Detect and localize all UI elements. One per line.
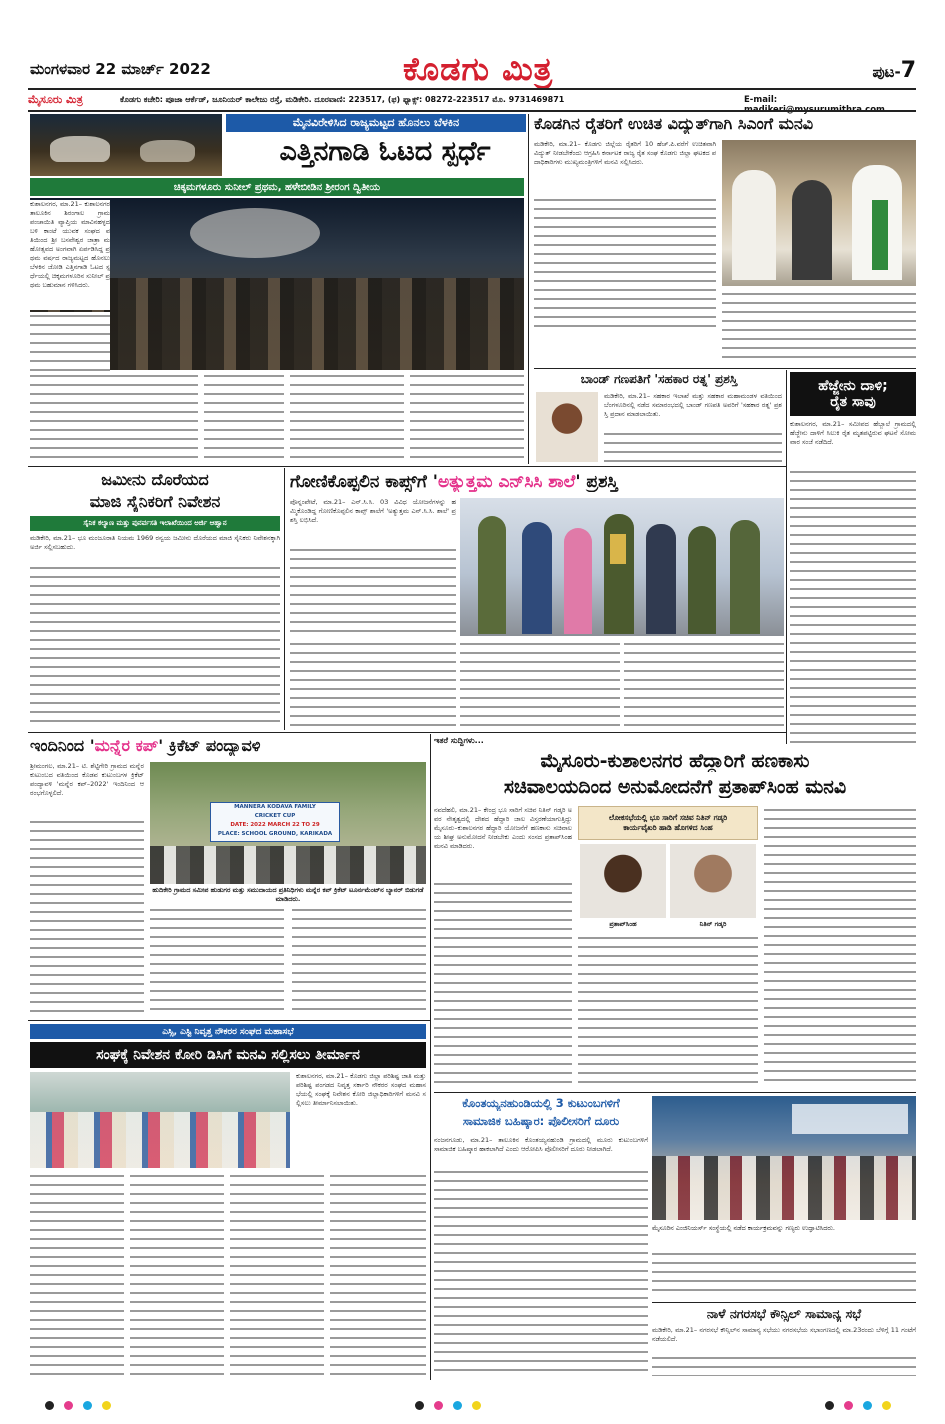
bee-attack-headline-1: ಹೆಜ್ಜೇನು ದಾಳಿ; bbox=[818, 378, 888, 394]
banner-line-4: PLACE: SCHOOL GROUND, KARIKADA bbox=[217, 831, 333, 837]
masthead bbox=[28, 52, 916, 88]
masthead-rule-bottom bbox=[28, 110, 916, 112]
bullock-race-col4 bbox=[290, 372, 404, 462]
bullock-race-col5 bbox=[410, 372, 524, 462]
newspaper-title: ಕೊಡಗು ಮಿತ್ರ bbox=[402, 50, 553, 88]
bee-attack-lead: ಕುಶಾಲನಗರ, ಮಾ.21– ಸಮೀಪದ ಹೆಬ್ಬಾಲೆ ಗ್ರಾಮದಲ್ಲಿ ಹೆಜ್ಜೇನು ದಾಳಿಗೆ ಸಿಲುಕಿ ರೈತ ಮೃತಪಟ್ಟಿರುವ ಘಟನೆ ಸೋಮವಾರ ಸಂಜೆ ನಡೆದಿದೆ. bbox=[790, 420, 916, 446]
boycott-lead: ನಂಜನಗೂಡು, ಮಾ.21– ತಾಲೂಕಿನ ಕೊಂತಯ್ಯನಹುಂಡಿ ಗ್ರಾಮದಲ್ಲಿ ಮೂರು ಕುಟುಂಬಗಳಿಗೆ ಸಾಮಾಜಿಕ ಬಹಿಷ್ಕಾರ ಹಾಕಲಾಗಿದೆ ಎಂದು ಆರೋಪಿಸಿ ಪೊಲೀಸರಿಗೆ ದೂರು ನೀಡಲಾಗಿದೆ. bbox=[434, 1136, 648, 1153]
divider-h-right-1 bbox=[534, 368, 916, 369]
issue-date: ಮಂಗಳವಾರ 22 ಮಾರ್ಚ್ 2022 bbox=[30, 60, 211, 78]
page-number: 7 bbox=[900, 58, 916, 83]
cricket-col3 bbox=[292, 906, 426, 1016]
other-news-kicker: ಇತರೆ ಸುದ್ದಿಗಳು... bbox=[434, 736, 484, 745]
highway-lead: ನವದೆಹಲಿ, ಮಾ.21– ಕೇಂದ್ರ ಭೂ ಸಾರಿಗೆ ಸಚಿವ ನಿತಿನ್ ಗಡ್ಕರಿ ಅವರ ನೇತೃತ್ವದಲ್ಲಿ ದೇಶದ ಹೆದ್ದಾರಿ ಜಾಲ ವಿಸ್ತರಣೆಯಾಗುತ್ತಿದ್ದು ಮೈಸೂರು–ಕುಶಾಲನಗರ ಹೆದ್ದಾರಿ ಯೋಜನೆಗೆ ಹಣಕಾಸು ಸಚಿವಾಲಯ ಶೀಘ್ರ ಅನುಮೋದನೆ ನೀಡಬೇಕು ಎಂದು ಸಂಸದ ಪ್ರತಾಪ್‌ಸಿಂಹ ಮನವಿ ಮಾಡಿದರು. bbox=[434, 806, 572, 850]
cm-petition-photo bbox=[722, 140, 916, 286]
bullock-race-col2 bbox=[30, 372, 198, 462]
bee-attack-col1 bbox=[790, 468, 916, 744]
banner-line-3: DATE: 2022 MARCH 22 TO 29 bbox=[230, 822, 320, 828]
highway-col3 bbox=[764, 806, 916, 1088]
nitin-gadkari-label: ನಿತಿನ್ ಗಡ್ಕರಿ bbox=[699, 920, 727, 928]
ncc-award-headline bbox=[290, 472, 784, 492]
ncc-award-col4 bbox=[624, 640, 784, 730]
bee-attack-headline-2: ರೈತ ಸಾವು bbox=[830, 394, 876, 410]
cricket-col2 bbox=[150, 906, 284, 1016]
highway-headline-1: ಮೈಸೂರು-ಕುಶಾಲನಗರ ಹೆದ್ದಾರಿಗೆ ಹಣಕಾಸು bbox=[540, 750, 810, 772]
headline-highlight: ಮನ್ನೆರ ಕಪ್ bbox=[94, 736, 159, 755]
boycott-col1 bbox=[434, 1168, 648, 1378]
ncc-award-col1 bbox=[290, 546, 456, 636]
pratap-simha-label: ಪ್ರತಾಪ್‌ಸಿಂಹ bbox=[609, 920, 637, 928]
highway-subhead-1: ಲೋಕಸಭೆಯಲ್ಲಿ ಭೂ ಸಾರಿಗೆ ಸಚಿವ ನಿತಿನ್ ಗಡ್ಕರಿ bbox=[608, 813, 728, 822]
divider-h-2 bbox=[28, 732, 786, 733]
sahakara-ratna-col1 bbox=[604, 430, 782, 464]
bullock-race-kicker: ಮೈನವಿರೇಳಿಸಿದ ರಾಜ್ಯಮಟ್ಟದ ಹೊನಲು ಬೆಳಕಿನ bbox=[226, 114, 526, 132]
boycott-headline-1: ಕೊಂತಯ್ಯನಹುಂಡಿಯಲ್ಲಿ 3 ಕುಟುಂಬಗಳಿಗೆ bbox=[462, 1096, 620, 1110]
sahakara-ratna-lead: ಮಡಿಕೇರಿ, ಮಾ.21– ಸಹಕಾರ ಇಲಾಖೆ ಮತ್ತು ಸಹಕಾರ ಮಹಾಮಂಡಳ ವತಿಯಿಂದ ಬೆಂಗಳೂರಿನಲ್ಲಿ ನಡೆದ ಸಮಾರಂಭದಲ್ಲಿ ಬಾಂಡ್ ಗಣಪತಿ ಅವರಿಗೆ 'ಸಹಕಾರ ರತ್ನ' ಪ್ರಶಸ್ತಿ ಪ್ರದಾನ ಮಾಡಲಾಯಿತು. bbox=[604, 392, 782, 418]
scst-meeting-photo bbox=[30, 1072, 290, 1168]
event-caption: ಮೈಸೂರಿನ ಎಂಜಿನಿಯರ್ಸ್ ಸಂಸ್ಥೆಯಲ್ಲಿ ನಡೆದ ಕಾರ್ಯಕ್ರಮವನ್ನು ಗಣ್ಯರು ಉದ್ಘಾಟಿಸಿದರು. bbox=[652, 1224, 835, 1232]
page-number-box bbox=[828, 58, 916, 83]
highway-subhead-2: ಕಾರ್ಯವೈಖರಿ ಹಾಡಿ ಹೊಗಳಿದ ಸಿಂಹ bbox=[623, 823, 713, 832]
land-plea-subhead: ಸೈನಿಕ ಕಲ್ಯಾಣ ಮತ್ತು ಪುನರ್ವಸತಿ ಇಲಾಖೆಯಿಂದ ಅರ್ಜಿ ಆಹ್ವಾನ bbox=[30, 516, 280, 531]
power-demand-col2 bbox=[722, 290, 916, 362]
boycott-headline-2: ಸಾಮಾಜಿಕ ಬಹಿಷ್ಕಾರ: ಪೊಲೀಸರಿಗೆ ದೂರು bbox=[462, 1114, 620, 1128]
council-lead: ಮಡಿಕೇರಿ, ಮಾ.21– ನಗರಸಭೆ ಕೌನ್ಸಿಲ್‌ನ ಸಾಮಾನ್ಯ ಸಭೆಯು ನಗರಸಭೆಯ ಸಭಾಂಗಣದಲ್ಲಿ ಮಾ.23ರಂದು ಬೆಳಿಗ್ಗೆ 11 ಗಂಟೆಗೆ ನಡೆಯಲಿದೆ. bbox=[652, 1326, 916, 1343]
power-demand-col1 bbox=[534, 196, 716, 330]
bond-ganapathi-portrait bbox=[536, 392, 598, 462]
address-bar bbox=[28, 91, 916, 109]
event-photo bbox=[652, 1096, 916, 1220]
divider-h-4 bbox=[434, 1092, 916, 1093]
boycott-col2 bbox=[652, 1250, 916, 1298]
sahakara-ratna-headline: ಬಾಂಡ್ ಗಣಪತಿಗೆ 'ಸಹಕಾರ ರತ್ನ' ಪ್ರಶಸ್ತಿ bbox=[580, 372, 738, 386]
power-demand-headline: ಕೊಡಗಿನ ರೈತರಿಗೆ ಉಚಿತ ವಿದ್ಯುತ್‌ಗಾಗಿ ಸಿಎಂಗೆ ಮನವಿ bbox=[534, 114, 814, 133]
divider-h-5 bbox=[652, 1302, 916, 1303]
sub-brand: ಮೈಸೂರು ಮಿತ್ರ bbox=[28, 93, 83, 106]
scst-lead: ಕುಶಾಲನಗರ, ಮಾ.21– ಕೊಡಗು ಜಿಲ್ಲಾ ಪರಿಶಿಷ್ಟ ಜಾತಿ ಮತ್ತು ಪರಿಶಿಷ್ಟ ಪಂಗಡದ ನಿವೃತ್ತ ಸರ್ಕಾರಿ ನೌಕರರ ಸಂಘದ ಮಹಾಸಭೆಯಲ್ಲಿ ಸಂಘಕ್ಕೆ ನಿವೇಶನ ಕೋರಿ ಜಿಲ್ಲಾಧಿಕಾರಿಗಳಿಗೆ ಮನವಿ ಸಲ್ಲಿಸಲು ತೀರ್ಮಾನಿಸಲಾಯಿತು. bbox=[296, 1072, 426, 1107]
masthead-rule-top bbox=[28, 88, 916, 90]
registration-marks-right bbox=[820, 1395, 896, 1414]
registration-marks-center bbox=[410, 1395, 486, 1414]
office-address: ಕೊಡಗು ಕಚೇರಿ: ಪೂಜಾ ಆರ್ಕೆಡ್, ಜೂನಿಯರ್ ಕಾಲೇಜು ರಸ್ತೆ, ಮಡಿಕೇರಿ. ದೂರವಾಣಿ: 223517, (ಫ) ಫ್ಯಾಕ್ಸ್: 08272-223517 ಮೊ. 9731469871 bbox=[120, 95, 565, 104]
bullock-race-headline: ಎತ್ತಿನಗಾಡಿ ಓಟದ ಸ್ಪರ್ಧೆ bbox=[279, 136, 491, 167]
divider-v-lower bbox=[430, 734, 431, 1380]
divider-v-top bbox=[528, 114, 529, 464]
bee-attack-headline-box bbox=[790, 372, 916, 416]
council-col1 bbox=[652, 1354, 916, 1376]
highway-headline-2: ಸಚಿವಾಲಯದಿಂದ ಅನುಮೋದನೆಗೆ ಪ್ರತಾಪ್‌ಸಿಂಹ ಮನವಿ bbox=[503, 776, 847, 798]
bullock-race-lead: ಕುಶಾಲನಗರ, ಮಾ.21– ಕುಶಾಲನಗರ ತಾಲೂಕಿನ ಶಿರಂಗಾಲ ಗ್ರಾಮ ಪಂಚಾಯಿತಿ ವ್ಯಾಪ್ತಿಯ ಮಾವಿನಹಳ್ಳದ ಬಳಿ ಕಾಂಟೆ ಯುವಕ ಸಂಘದ ವತಿಯಿಂದ ಶ್ರೀ ಬಸವೇಶ್ವರ ಜಾತ್ರಾ ಮಹೋತ್ಸವದ ಅಂಗವಾಗಿ ಏರ್ಪಡಿಸಿದ್ದ ಪ್ರಥಮ ವರ್ಷದ ರಾಜ್ಯಮಟ್ಟದ ಹೊನಲು ಬೆಳಕಿನ ಜೋಡಿ ಎತ್ತಿನಗಾಡಿ ಓಟದ ಸ್ಪರ್ಧೆಯಲ್ಲಿ ಚಿಕ್ಕಮಗಳೂರಿನ ಸುನೀಲ್ ಪ್ರಥಮ ಬಹುಮಾನ ಗಳಿಸಿದರು. bbox=[30, 200, 110, 310]
power-demand-lead: ಮಡಿಕೇರಿ, ಮಾ.21– ಕೊಡಗು ಜಿಲ್ಲೆಯ ರೈತರಿಗೆ 10 ಹೆಚ್.ಪಿ.ವರೆಗೆ ಉಚಿತವಾಗಿ ವಿದ್ಯುತ್ ನೀಡಬೇಕೆಂದು ಆಗ್ರಹಿಸಿ ಕರ್ನಾಟಕ ರಾಜ್ಯ ರೈತ ಸಂಘ ಕೊಡಗು ಜಿಲ್ಲಾ ಘಟಕದ ಪದಾಧಿಕಾರಿಗಳು ಮುಖ್ಯಮಂತ್ರಿಗಳಿಗೆ ಮನವಿ ಸಲ್ಲಿಸಿದರು. bbox=[534, 140, 716, 166]
cricket-headline: ಇಂದಿನಿಂದ 'ಮನ್ನೆರ ಕಪ್' ಕ್ರಿಕೆಟ್ ಪಂದ್ಯಾವಳಿ bbox=[30, 736, 261, 755]
scst-col3 bbox=[230, 1172, 324, 1376]
ncc-award-headline-text: ಗೋಣಿಕೊಪ್ಪಲಿನ ಕಾಪ್ಸ್‌ಗೆ 'ಅತ್ಯುತ್ತಮ ಎನ್‌ಸಿಸಿ ಶಾಲೆ' ಪ್ರಶಸ್ತಿ bbox=[290, 472, 618, 492]
highway-col1 bbox=[434, 880, 572, 1088]
divider-v-mid bbox=[284, 468, 285, 730]
bullock-race-subhead: ಚಿಕ್ಕಮಗಳೂರು ಸುನೀಲ್ ಪ್ರಥಮ, ಹಳೇಬೀಡಿನ ಶ್ರೀರಂಗ ದ್ವಿತೀಯ bbox=[30, 178, 524, 196]
cricket-caption: ಹುದಿಕೇರಿ ಗ್ರಾಮದ ಸಮೀಪ ಹುಡುಗರ ಮತ್ತು ಸಮುದಾಯದ ಪ್ರತಿನಿಧಿಗಳು ಮನ್ನೆರ ಕಪ್ ಕ್ರಿಕೆಟ್ ಟೂರ್ನಮೆಂಟ್‌ನ ಬ್ಯಾನರ್ ಬಿಡುಗಡೆ ಮಾಡಿದರು. bbox=[152, 886, 424, 903]
email: E-mail: bbox=[744, 95, 778, 105]
scst-col2 bbox=[130, 1172, 224, 1376]
registration-marks-left bbox=[40, 1395, 116, 1414]
banner-line-2: CRICKET CUP bbox=[254, 813, 296, 819]
cricket-lead: ಶ್ರೀಮಂಗಲ, ಮಾ.21– ಟಿ. ಶೆಟ್ಟಿಗೇರಿ ಗ್ರಾಮದ ಮನ್ನೆರ ಕುಟುಂಬದ ವತಿಯಿಂದ ಕೊಡವ ಕುಟುಂಬಗಳ ಕ್ರಿಕೆಟ್ ಪಂದ್ಯಾವಳಿ 'ಮನ್ನೆರ ಕಪ್–2022' ಇಂದಿನಿಂದ ಆರಂಭಗೊಳ್ಳಲಿದೆ. bbox=[30, 762, 144, 797]
ncc-award-col3 bbox=[460, 640, 620, 730]
bullock-race-col3 bbox=[204, 372, 284, 462]
nitin-gadkari-photo bbox=[670, 844, 756, 918]
divider-h-3 bbox=[28, 1020, 430, 1021]
land-plea-lead: ಮಡಿಕೇರಿ, ಮಾ.21– ಭೂ ಮಂಜೂರಾತಿ ನಿಯಮ 1969 ರನ್ವಯ ಜಮೀನು ದೊರೆಯದ ಮಾಜಿ ಸೈನಿಕರು ನಿವೇಶನಕ್ಕಾಗಿ ಅರ್ಜಿ ಸಲ್ಲಿಸಬಹುದು. bbox=[30, 534, 280, 551]
divider-v-right bbox=[786, 370, 787, 744]
land-plea-headline-1: ಜಮೀನು ದೊರೆಯದ bbox=[101, 470, 209, 489]
race-night-photo bbox=[30, 114, 222, 176]
headline-highlight: ಅತ್ಯುತ್ತಮ ಎನ್‌ಸಿಸಿ ಶಾಲೆ bbox=[437, 472, 576, 492]
banner-line-1: MANNERA KODAVA FAMILY bbox=[234, 804, 316, 810]
highway-subhead-box bbox=[578, 806, 758, 840]
divider-h-1 bbox=[28, 466, 786, 467]
scst-col4 bbox=[330, 1172, 426, 1376]
scst-headline: ಸಂಘಕ್ಕೆ ನಿವೇಶನ ಕೋರಿ ಡಿಸಿಗೆ ಮನವಿ ಸಲ್ಲಿಸಲು ತೀರ್ಮಾನ bbox=[30, 1042, 426, 1068]
land-plea-col1 bbox=[30, 564, 280, 728]
land-plea-headline-2: ಮಾಜಿ ಸೈನಿಕರಿಗೆ ನಿವೇಶನ bbox=[89, 492, 221, 511]
ncc-award-col2 bbox=[290, 640, 456, 730]
council-headline: ನಾಳೆ ನಗರಸಭೆ ಕೌನ್ಸಿಲ್ ಸಾಮಾನ್ಯ ಸಭೆ bbox=[706, 1306, 862, 1321]
cricket-col1 bbox=[30, 818, 144, 1016]
scst-kicker: ಎಸ್ಸಿ, ಎಸ್ಟಿ ನಿವೃತ್ತ ನೌಕರರ ಸಂಘದ ಮಹಾಸಭೆ bbox=[30, 1024, 426, 1039]
cricket-banner bbox=[210, 802, 340, 842]
ncc-award-photo bbox=[460, 498, 784, 636]
ncc-award-lead: ಪೊನ್ನಂಪೇಟೆ, ಮಾ.21– ಎನ್.ಸಿ.ಸಿ. 03 ವಿವಿಧ ಯೋಜನೆಗಳನ್ನು ಹಮ್ಮಿಕೊಂಡಿದ್ದ ಗೋಣಿಕೊಪ್ಪಲಿನ ಕಾಪ್ಸ್ ಶಾಲೆಗೆ 'ಅತ್ಯುತ್ತಮ ಎನ್.ಸಿ.ಸಿ. ಶಾಲೆ' ಪ್ರಶಸ್ತಿ ಲಭಿಸಿದೆ. bbox=[290, 498, 456, 524]
page-label: ಪುಟ- bbox=[872, 63, 901, 81]
cricket-banner-photo bbox=[150, 762, 426, 884]
pratap-simha-photo bbox=[580, 844, 666, 918]
scst-col1 bbox=[30, 1172, 124, 1376]
highway-col2 bbox=[578, 934, 758, 1088]
